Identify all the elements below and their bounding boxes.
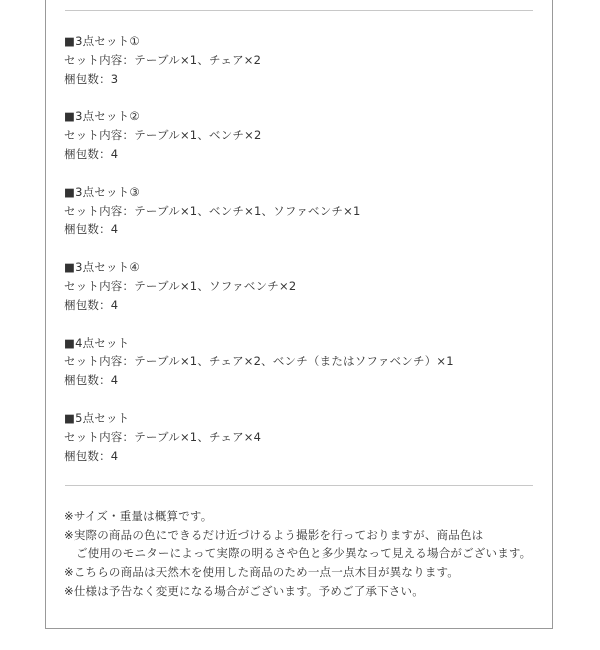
set-heading: ■4点セット (64, 335, 130, 350)
top-divider (65, 10, 533, 11)
set-heading: ■5点セット (64, 410, 130, 425)
set-contents: セット内容：テーブル×1、チェア×4 (64, 429, 262, 444)
set-item-3pc-2 (64, 107, 534, 163)
set-heading: ■3点セット② (64, 109, 140, 124)
note-color-line-2: ご使用のモニターによって実際の明るさや色と多少異なって見える場合がございます。 (76, 546, 532, 561)
set-packages: 梱包数：4 (64, 297, 119, 312)
set-contents: セット内容：テーブル×1、チェア×2 (64, 52, 262, 67)
set-heading: ■3点セット① (64, 34, 140, 48)
set-heading: ■3点セット③ (64, 184, 140, 199)
notes-divider (65, 485, 533, 486)
set-item-3pc-1 (64, 32, 534, 88)
notes-section (64, 507, 544, 600)
note-spec-change: ※仕様は予告なく変更になる場合がございます。予めご了承下さい。 (64, 583, 424, 598)
set-item-5pc (64, 409, 534, 465)
set-packages: 梱包数：4 (64, 373, 119, 388)
set-packages: 梱包数：4 (64, 448, 119, 463)
note-size-weight: ※サイズ・重量は概算です。 (64, 509, 213, 523)
set-list (64, 32, 534, 484)
set-item-3pc-4 (64, 258, 534, 314)
note-wood-grain: ※こちらの商品は天然木を使用した商品のため一点一点木目が異なります。 (64, 565, 460, 580)
set-packages: 梱包数：4 (64, 146, 119, 161)
set-item-3pc-3 (64, 183, 534, 239)
set-contents: セット内容：テーブル×1、ベンチ×1、ソファベンチ×1 (64, 203, 361, 218)
set-contents: セット内容：テーブル×1、ベンチ×2 (64, 128, 262, 143)
product-info-panel (45, 0, 553, 629)
set-item-4pc (64, 334, 534, 390)
set-heading: ■3点セット④ (64, 260, 140, 275)
set-contents: セット内容：テーブル×1、チェア×2、ベンチ（またはソファベンチ）×1 (64, 354, 454, 369)
set-packages: 梱包数：4 (64, 222, 119, 237)
note-color-line-1: ※実際の商品の色にできるだけ近づけるよう撮影を行っておりますが、商品色は (64, 527, 484, 542)
set-contents: セット内容：テーブル×1、ソファベンチ×2 (64, 278, 297, 293)
set-packages: 梱包数：3 (64, 71, 119, 86)
